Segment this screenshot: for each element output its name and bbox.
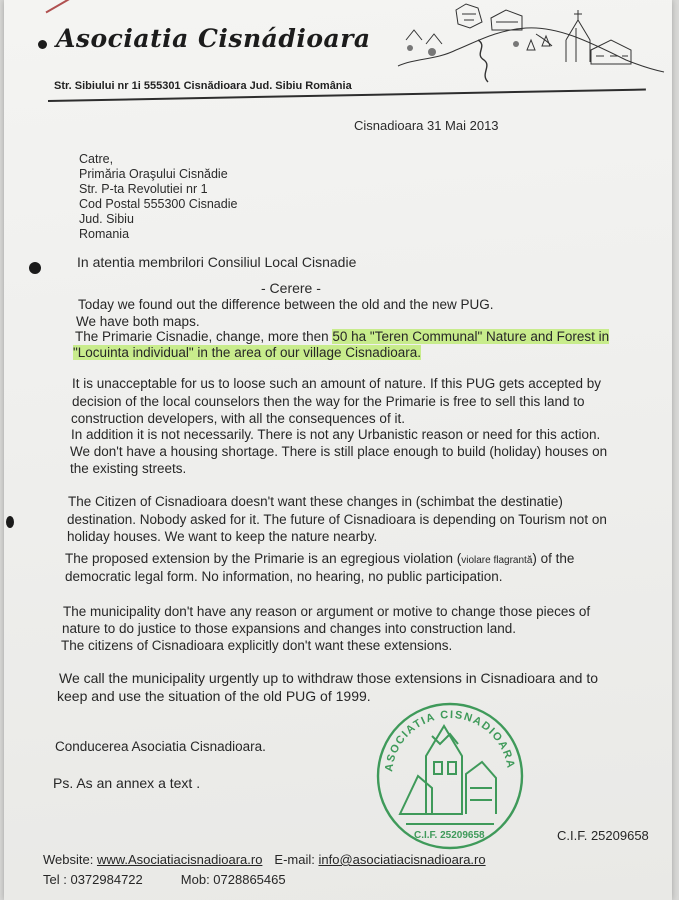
recipient-line: Cod Postal 555300 Cisnadie [79,197,238,211]
letter-page [4,0,672,900]
para1-line [73,344,421,361]
punch-hole [29,262,41,274]
header-bullet [38,40,47,49]
recipient-line: Romania [79,227,130,241]
para5-line: The municipality don't have any reason or argument or motive to change those pieces of [63,604,591,619]
para4-line [65,550,574,569]
para3-line: destination. Nobody asked for it. The future of Cisnadioara is depending on Tourism not on [67,512,607,527]
footer-phone-line [43,872,286,887]
subject-line: - Cerere - [261,280,321,296]
footer-contact-line [43,852,486,867]
association-stamp [370,696,528,852]
para2-line: We don't have a housing shortage. There is still place enough to build (holiday) houses on [70,444,608,459]
stamp-cif: C.I.F. 25209658 [414,830,485,841]
tel-label: Tel : [43,872,71,887]
signature-line: Conducerea Asociatia Cisnadioara. [55,739,266,754]
organization-address: Str. Sibiului nr 1i 555301 Cisnădioara Jud. Sibiu România [54,80,352,92]
highlighted-text: "Locuinta individual" in the area of our village Cisnadioara. [73,345,422,360]
stamp-arc-text: ASOCIATIA CISNADIOARA [383,708,517,773]
para6-line: keep and use the situation of the old PUG of 1999. [57,688,371,704]
para5-line: The citizens of Cisnadioara explicitly don't want these extensions. [61,638,453,653]
para1-line: We have both maps. [76,314,200,329]
email-link[interactable]: info@asociatiacisnadioara.ro [318,852,486,867]
para1-plain-text: The Primarie Cisnadie, change, more then [75,329,333,344]
letter-date: Cisnadioara 31 Mai 2013 [354,118,499,133]
para2-line: decision of the local counselors then the way for the Primarie is free to sell this land to [72,394,585,409]
recipient-line: Str. P-ta Revolutiei nr 1 [79,182,208,196]
para4-small-text: violare flagrantă [461,555,533,566]
mob-label: Mob: [180,872,214,887]
recipient-line: Jud. Sibiu [79,212,134,226]
mob-number: 0728865465 [213,872,286,887]
para2-line: It is unacceptable for us to loose such an amount of nature. If this PUG gets accepted by [72,376,602,391]
para1-line: Today we found out the difference between the old and the new PUG. [78,297,494,312]
para2-line: the existing streets. [70,461,187,476]
para4-text: ) of the [532,551,575,566]
highlighted-text: 50 ha "Teren Communal" Nature and Forest in [332,329,610,344]
organization-name: Asociatia Cisnádioara [56,24,371,53]
para4-text: The proposed extension by the Primarie is an egregious violation ( [65,551,462,566]
para3-line: holiday houses. We want to keep the nature nearby. [67,529,378,544]
footer-cif: C.I.F. 25209658 [557,828,649,843]
postscript-line: Ps. As an annex a text . [53,775,201,791]
para1-line [75,328,609,345]
tel-number: 0372984722 [70,872,143,887]
website-link[interactable]: www.Asociatiacisnadioara.ro [96,852,263,867]
recipient-line: Catre, [79,152,114,166]
attention-line: In atentia membrilori Consiliul Local Cisnadie [77,254,357,270]
para4-line: democratic legal form. No information, no hearing, no public participation. [65,569,503,584]
village-sketch-logo [396,0,666,92]
website-label: Website: [43,852,97,867]
para3-line: The Citizen of Cisnadioara doesn't want these changes in (schimbat the destinatie) [68,494,563,509]
para6-line: We call the municipality urgently up to withdraw those extensions in Cisnadioara and to [59,670,599,686]
para5-line: nature to do justice to those expansions and changes into construction land. [62,621,517,636]
pen-mark [46,0,73,13]
punch-hole [6,516,14,528]
recipient-line: Primăria Oraşului Cisnădie [79,167,228,181]
email-label: E-mail: [274,852,319,867]
para2-line: In addition it is not necessarily. There is not any Urbanistic reason or need for this action. [71,427,601,442]
para2-line: construction developers, with all the consequences of it. [71,411,405,426]
